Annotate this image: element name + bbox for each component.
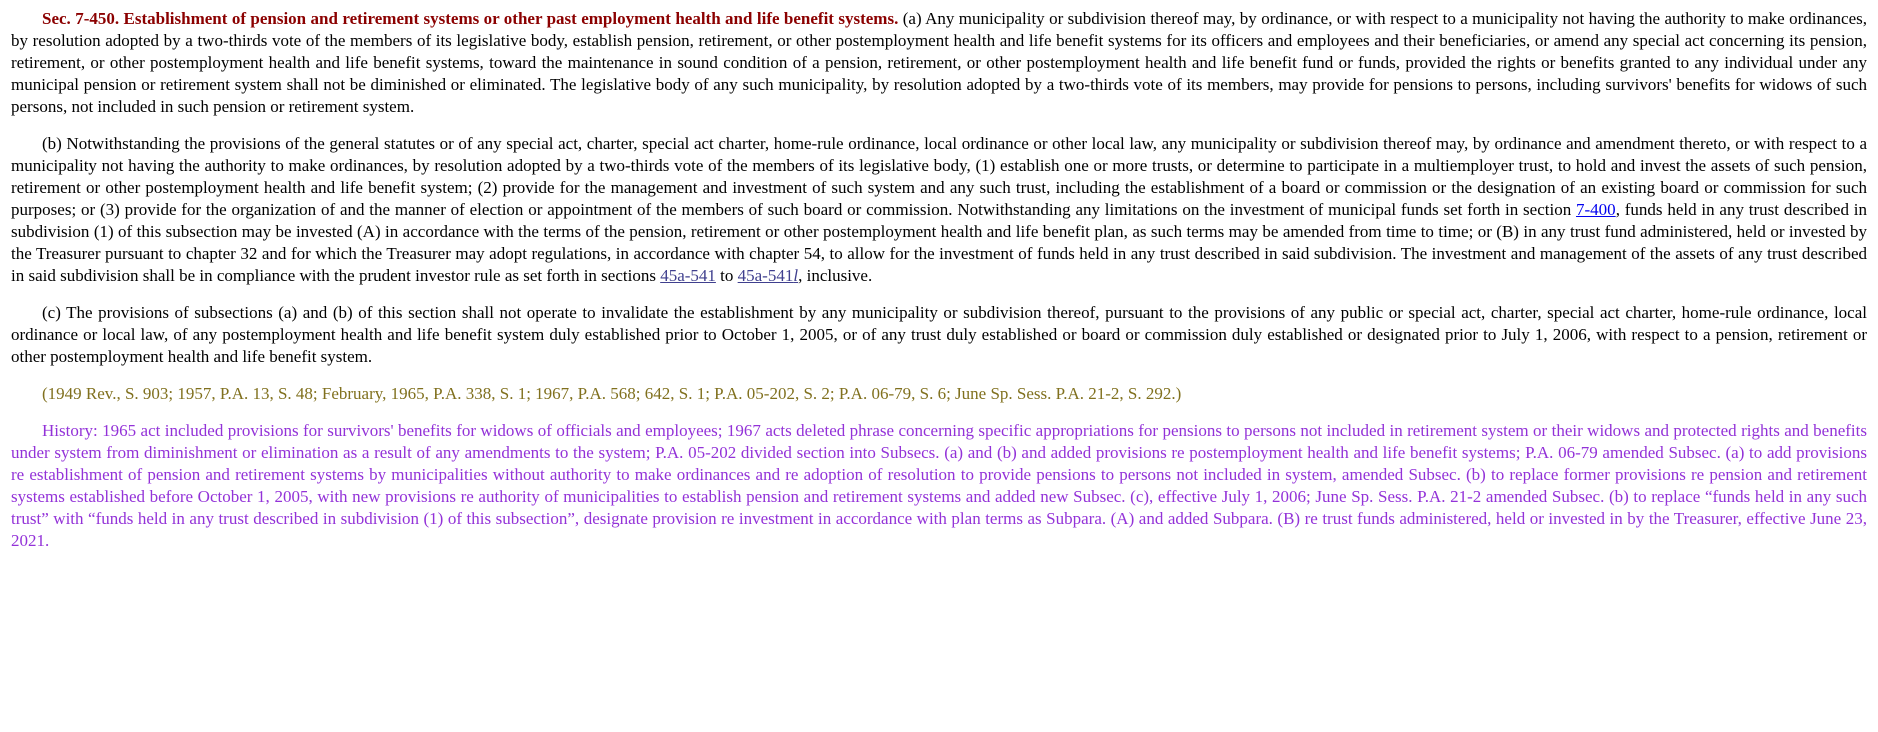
subsec-c-text: (c) The provisions of subsections (a) and (b) of this section shall not operate to invalidate the establishment by any municipality or subdivision thereof, pursuant to the provisions of any public or special act, charter, special act charter, home-rule ordinance, local ordinance or local law, of any postemployment health and life benefit system duly established prior to October 1, 2005, or of any trust duly established or board or commission duly established or designated prior to July 1, 2006, with respect to a pension, retirement or other postemployment health and life benefit system. — [11, 303, 1867, 366]
paragraph-subsec-c — [11, 302, 1867, 368]
paragraph-citation — [11, 383, 1867, 405]
link-section-45a-541[interactable]: 45a-541 — [660, 266, 716, 285]
subsec-b-text-3: to — [715, 266, 738, 285]
link-section-7-400[interactable]: 7-400 — [1576, 200, 1616, 219]
link-section-45a-541l-base: 45a-541 — [737, 266, 794, 285]
paragraph-history — [11, 420, 1867, 552]
section-heading: Sec. 7-450. Establishment of pension and retirement systems or other past employment health and life benefit systems. — [42, 9, 899, 28]
paragraph-subsec-a — [11, 8, 1867, 118]
subsec-b-text-2: , funds held in any trust described in subdivision (1) of this subsection may be invested (A) in accordance with the terms of the pension, retirement or other postemployment health and life benefit plan, as such terms may be amended from time to time; or (B) in any trust fund administered, held or invested by the Treasurer pursuant to chapter 32 and for which the Treasurer may adopt regulations, in accordance with chapter 54, to allow for the investment of funds held in any trust described in said subdivision. The investment and management of the assets of any trust described in said subdivision shall be in compliance with the prudent investor rule as set forth in sections — [11, 200, 1867, 285]
subsec-b-text-1: (b) Notwithstanding the provisions of the general statutes or of any special act, charter, special act charter, home-rule ordinance, local ordinance or other local law, any municipality or subdivision thereof may, by ordinance and amendment thereto, or with respect to a municipality not having the authority to make ordinances, by resolution adopted by a two-thirds vote of the members of its legislative body, (1) establish one or more trusts, or determine to participate in a multiemployer trust, to hold and invest the assets of such pension, retirement or other postemployment health and life benefit system; (2) provide for the management and investment of such system and any such trust, including the establishment of a board or commission or the designation of an existing board or commission for such purposes; or (3) provide for the organization of and the manner of election or appointment of the members of such board or commission. Notwithstanding any limitations on the investment of municipal funds set forth in section — [11, 134, 1867, 219]
history-text: History: 1965 act included provisions for survivors' benefits for widows of officials and employees; 1967 acts deleted phrase concerning specific appropriations for pensions to persons not included in retirement system or their widows and protected rights and benefits under system from diminishment or elimination as a result of any amendments to the system; P.A. 05-202 divided section into Subsecs. (a) and (b) and added provisions re postemployment health and life benefit systems; P.A. 06-79 amended Subsec. (a) to add provisions re establishment of pension and retirement systems by municipalities without authority to make ordinances and re adoption of resolution to provide pensions to persons not included in system, amended Subsec. (b) to replace former provisions re pension and retirement systems established before October 1, 2005, with new provisions re authority of municipalities to establish pension and retirement systems and added new Subsec. (c), effective July 1, 2006; June Sp. Sess. P.A. 21-2 amended Subsec. (b) to replace “funds held in any such trust” with “funds held in any trust described in subdivision (1) of this subsection”, designate provision re investment in accordance with plan terms as Subpara. (A) and added Subpara. (B) re trust funds administered, held or invested in by the Treasurer, effective June 23, 2021. — [11, 421, 1867, 550]
link-section-45a-541l[interactable] — [738, 266, 798, 285]
paragraph-subsec-b — [11, 133, 1867, 287]
subsec-a-text: (a) Any municipality or subdivision thereof may, by ordinance, or with respect to a municipality not having the authority to make ordinances, by resolution adopted by a two-thirds vote of the members of its legislative body, establish pension, retirement, or other postemployment health and life benefit systems for its officers and employees and their beneficiaries, or amend any special act concerning its pension, retirement, or other postemployment health and life benefit systems, toward the maintenance in sound condition of a pension, retirement, or other postemployment health and life benefit fund or funds, provided the rights or benefits granted to any individual under any municipal pension or retirement system shall not be diminished or eliminated. The legislative body of any such municipality, by resolution adopted by a two-thirds vote of its members, may provide for pensions to persons, including survivors' benefits for widows of such persons, not included in such pension or retirement system. — [11, 9, 1867, 116]
citation-text: (1949 Rev., S. 903; 1957, P.A. 13, S. 48; February, 1965, P.A. 338, S. 1; 1967, P.A. 568; 642, S. 1; P.A. 05-202, S. 2; P.A. 06-79, S. 6; June Sp. Sess. P.A. 21-2, S. 292.) — [42, 384, 1182, 403]
link-section-45a-541l-suffix: l — [793, 266, 799, 285]
subsec-b-text-4: , inclusive. — [798, 266, 873, 285]
